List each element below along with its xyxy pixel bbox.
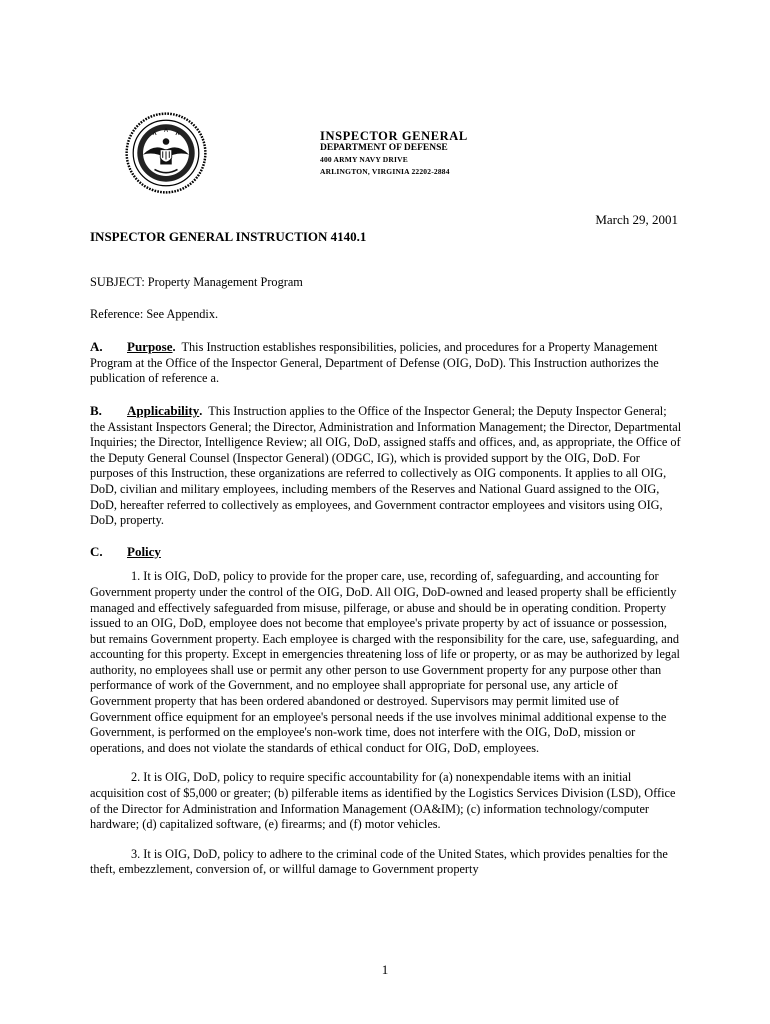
document-title: INSPECTOR GENERAL INSTRUCTION 4140.1: [90, 229, 367, 244]
section-c-letter: C.: [90, 543, 103, 559]
policy-paragraph-1: 1. It is OIG, DoD, policy to provide for the proper care, use, recording of, safeguarding, and accounting for Government property under the control of the OIG, DoD. All OIG, DoD-owned and leased property shall be efficiently managed and effectively safeguarded from misuse, pilferage, or abuse and should be in operating condition. Property issued to an OIG, DoD, employee does not become that employee's private property by act of issuance or possession, but remains Government property. Each employee is charged with the responsibility for the care, use, safeguarding, and accounting for this property. Except in emergencies threatening loss of life or property, or as may be authorized by legal authority, no employees shall use or permit any other person to use Government property for any purpose other than performance of work of the Government, and no employee shall appropriate for personal use, any article of Government property that has been ordered abandoned or destroyed. Supervisors may permit limited use of Government office equipment for an employee's personal needs if the use involves minimal additional expense to the Government, is performed on the employee's non-work time, does not interfere with the OIG, DoD, mission or operations, and does not violate the standards of ethical conduct for OIG, DoD, employees.: [90, 569, 680, 755]
section-b-heading: Applicability: [127, 402, 200, 418]
section-a-letter: A.: [90, 339, 103, 355]
department-of-defense-seal-icon: [125, 112, 207, 194]
section-a: A. Purpose. This Instruction establishes responsibilities, policies, and procedures for a Property Management Program at the Office of the Inspector General, Department of Defense (OIG, DoD). This Instruction authorizes the publication of reference a.: [90, 339, 659, 386]
section-a-heading: Purpose: [127, 339, 173, 355]
section-b-text: This Instruction applies to the Office of the Inspector General; the Deputy Inspector General; the Assistant Inspectors General; the Director, Administration and Information Management; the Director, Departmental Inquiries; the Director, Intelligence Review; all OIG, DoD, assigned staffs and offices, and, as appropriate, the Office of the Deputy General Counsel (Inspector General) (ODGC, IG), which is provided support by the OIG, DoD. For purposes of this Instruction, these organizations are referred to collectively as OIG components. It applies to all OIG, DoD, civilian and military employees, including members of the Reserves and National Guard assigned to the OIG, DoD, hereafter referred to collectively as employees, and Government contractor employees and visitors using OIG, DoD, property.: [90, 403, 682, 528]
subject-line: SUBJECT: Property Management Program: [90, 275, 303, 289]
section-b-letter: B.: [90, 402, 102, 418]
policy-paragraph-2: 2. It is OIG, DoD, policy to require specific accountability for (a) nonexpendable items with an initial acquisition cost of $5,000 or greater; (b) pilferable items as identified by the Logistics Services Division (LSD), Office of the Director for Administration and Information Management (OA&IM); (c) information technology/computer hardware; (d) capitalized software, (e) firearms; and (f) motor vehicles.: [90, 770, 676, 832]
document-body: [90, 275, 682, 892]
document-date: March 29, 2001: [595, 212, 678, 227]
letterhead-line-1: INSPECTOR GENERAL: [320, 129, 468, 143]
letterhead-line-2: DEPARTMENT OF DEFENSE: [320, 143, 448, 153]
letterhead: [320, 130, 468, 178]
section-b: B. Applicability. This Instruction applies to the Office of the Inspector General; the Deputy Inspector General; the Assistant Inspectors General; the Director, Administration and Information Management; the Director, Departmental Inquiries; the Director, Intelligence Review; all OIG, DoD, assigned staffs and offices, and, as appropriate, the Office of the Deputy General Counsel (Inspector General) (ODGC, IG), which is provided support by the OIG, DoD. For purposes of this Instruction, these organizations are referred to collectively as OIG components. It applies to all OIG, DoD, civilian and military employees, including members of the Reserves and National Guard assigned to the OIG, DoD, hereafter referred to collectively as employees, and Government contractor employees and visitors using OIG, DoD, property.: [90, 402, 682, 528]
section-c-header: [90, 544, 682, 561]
page-number: 1: [381, 962, 389, 977]
reference-line: Reference: See Appendix.: [90, 306, 219, 321]
section-c-heading: Policy: [127, 543, 161, 559]
letterhead-line-4: ARLINGTON, VIRGINIA 22202-2884: [320, 167, 450, 176]
policy-paragraph-3: 3. It is OIG, DoD, policy to adhere to the criminal code of the United States, which provides penalties for the theft, embezzlement, conversion of, or willful damage to Government property: [90, 846, 668, 877]
letterhead-line-3: 400 ARMY NAVY DRIVE: [320, 155, 408, 164]
section-a-text: This Instruction establishes responsibilities, policies, and procedures for a Property Management Program at the Office of the Inspector General, Department of Defense (OIG, DoD). This Instruction authorizes the publication of reference a.: [90, 340, 659, 386]
